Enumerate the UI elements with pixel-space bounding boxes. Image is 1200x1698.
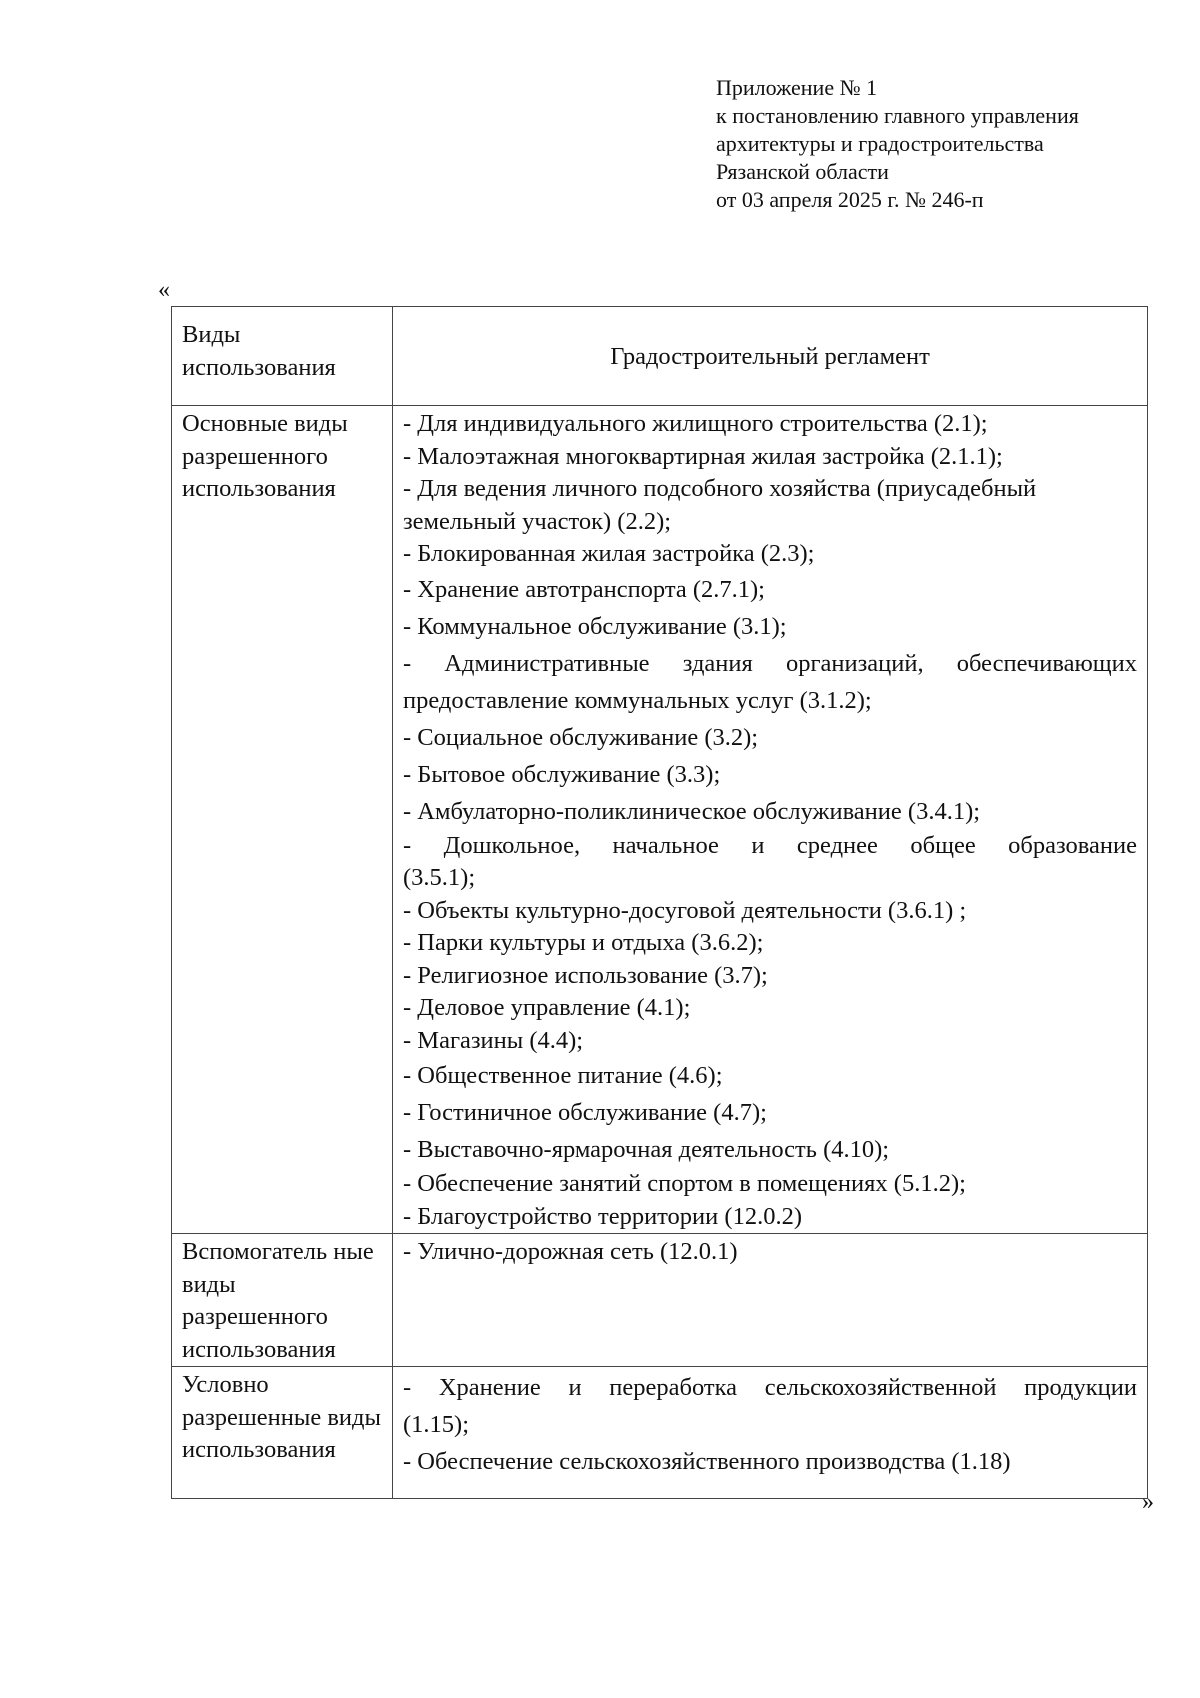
closing-quote: »: [1142, 1489, 1154, 1515]
list-item: - Обеспечение занятий спортом в помещениях (5.1.2);: [403, 1170, 966, 1197]
list-item: - Коммунальное обслуживание (3.1);: [403, 612, 787, 640]
list-item: - Хранение и переработка сельскохозяйственной продукции: [403, 1374, 1137, 1401]
table-row: [172, 406, 1148, 1234]
list-item: - Парки культуры и отдыха (3.6.2);: [403, 929, 764, 956]
list-item: - Гостиничное обслуживание (4.7);: [403, 1099, 767, 1126]
list-item: - Административные здания организаций, обеспечивающих: [403, 649, 1137, 677]
list-item: (1.15);: [403, 1411, 469, 1438]
list-item: - Благоустройство территории (12.0.2): [403, 1202, 802, 1230]
list-item: - Деловое управление (4.1);: [403, 994, 691, 1021]
table-row: [172, 1234, 1148, 1367]
row-label-auxiliary-uses: Вспомогатель ные виды разрешенного использования: [172, 1234, 393, 1367]
row-label-main-uses: Основные виды разрешенного использования: [172, 406, 393, 1234]
header-line: Рязанской области: [716, 159, 889, 184]
list-item: - Бытовое обслуживание (3.3);: [403, 760, 721, 788]
appendix-header: [716, 74, 1176, 214]
list-item: (3.5.1);: [403, 864, 476, 891]
list-item: - Блокированная жилая застройка (2.3);: [403, 540, 815, 567]
list-item: - Объекты культурно-досуговой деятельности (3.6.1) ;: [403, 896, 967, 924]
list-item: - Для ведения личного подсобного хозяйства (приусадебный: [403, 475, 1037, 502]
opening-quote: «: [158, 277, 170, 303]
list-item: - Хранение автотранспорта (2.7.1);: [403, 575, 765, 603]
table-header-row: [172, 307, 1148, 406]
row-content-main-uses: [393, 406, 1148, 1234]
table-row: [172, 1367, 1148, 1499]
header-line: архитектуры и градостроительства: [716, 131, 1044, 156]
list-item: - Амбулаторно-поликлиническое обслуживание (3.4.1);: [403, 797, 981, 825]
header-line: к постановлению главного управления: [716, 103, 1079, 128]
list-item: - Выставочно-ярмарочная деятельность (4.10);: [403, 1136, 890, 1163]
list-item: - Социальное обслуживание (3.2);: [403, 723, 759, 751]
list-item: - Для индивидуального жилищного строительства (2.1);: [403, 410, 988, 437]
list-item: - Общественное питание (4.6);: [403, 1062, 723, 1089]
list-item: - Улично-дорожная сеть (12.0.1): [403, 1238, 738, 1265]
column-header-regulation: Градостроительный регламент: [393, 307, 1148, 406]
header-line: от 03 апреля 2025 г. № 246-п: [716, 187, 984, 212]
list-item: - Дошкольное, начальное и среднее общее образование: [403, 831, 1137, 859]
row-label-conditional-uses: Условно разрешенные виды использования: [172, 1367, 393, 1499]
row-content-conditional-uses: [393, 1367, 1148, 1499]
row-content-auxiliary-uses: [393, 1234, 1148, 1367]
list-item: - Религиозное использование (3.7);: [403, 961, 768, 989]
header-line: Приложение № 1: [716, 75, 878, 100]
list-item: - Обеспечение сельскохозяйственного производства (1.18): [403, 1448, 1011, 1475]
list-item: земельный участок) (2.2);: [403, 507, 672, 535]
list-item: - Малоэтажная многоквартирная жилая застройка (2.1.1);: [403, 442, 1003, 470]
list-item: - Магазины (4.4);: [403, 1026, 584, 1054]
list-item: предоставление коммунальных услуг (3.1.2);: [403, 686, 872, 714]
regulation-table: [171, 306, 1148, 1499]
column-header-use-types: Виды использования: [172, 307, 393, 406]
